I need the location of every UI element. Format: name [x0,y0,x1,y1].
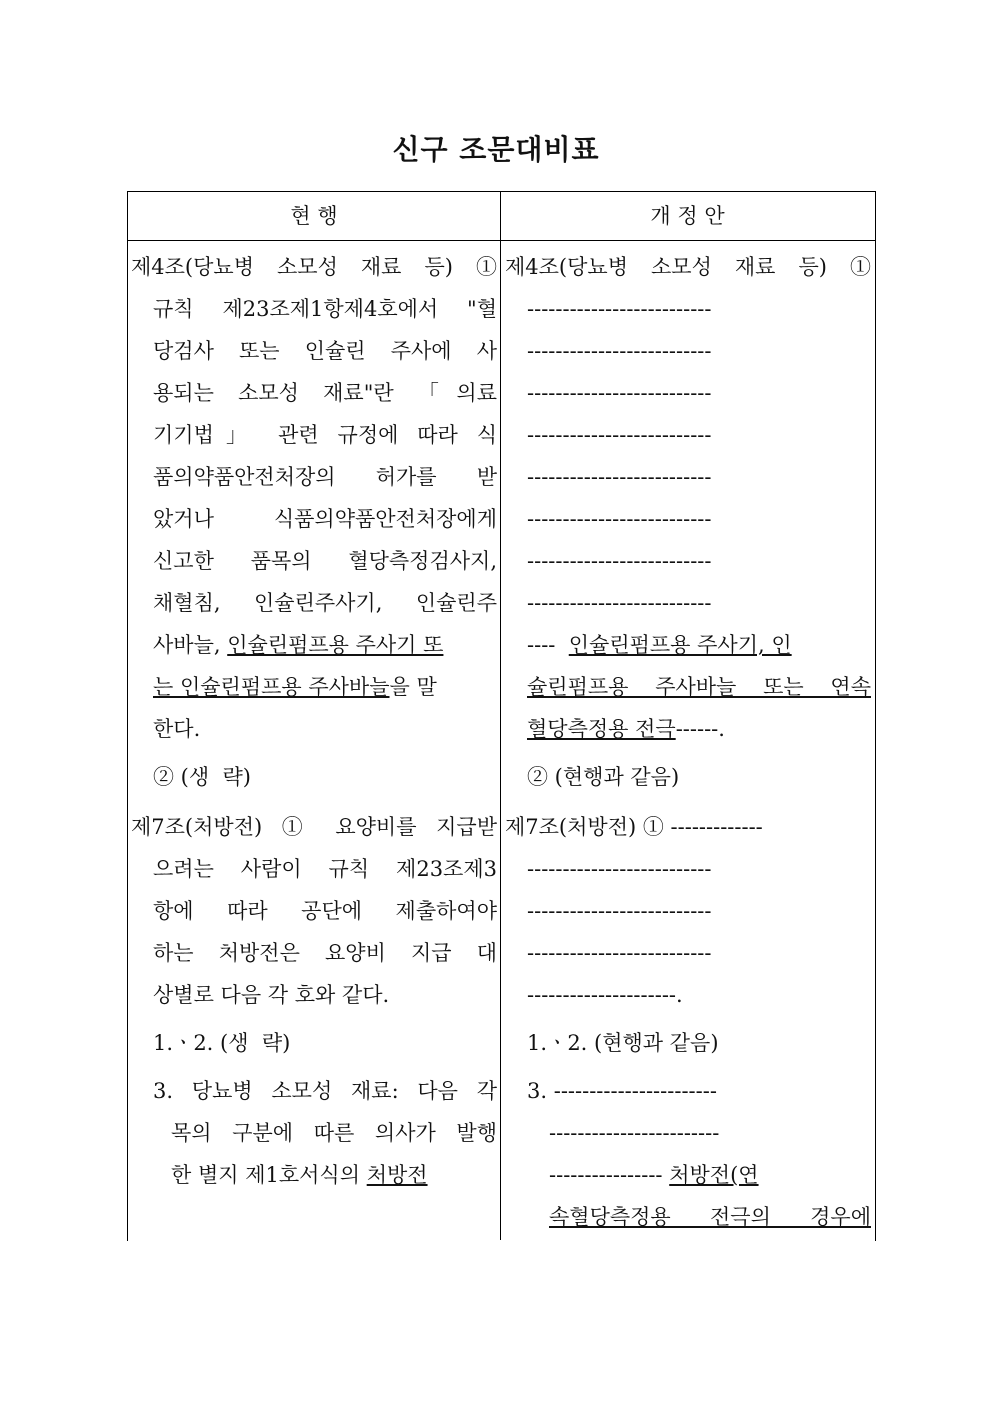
art7-amend-dash-line: -------------------------- [527,941,712,965]
art4-current-line: 용되는 소모성 재료"란 「의료 [153,381,497,405]
art4-amend-dash-line: -------------------------- [527,297,712,321]
text-run: 을 말 [389,675,437,699]
text-run: ------. [675,717,725,741]
art4-current-line [153,630,497,660]
art7-current-line: 하는 처방전은 요양비 지급 대 [153,941,497,965]
art7-amend-item12: 1.ㆍ2. (현행과 같음) [527,1031,719,1055]
art7-amend-item3 [527,1076,871,1106]
document-title: 신구 조문대비표 [392,133,600,166]
art7-current-item12: 1.ㆍ2. (생 략) [153,1031,291,1055]
art4-current-line [153,672,497,702]
underlined-text: 인슐린펌프용 주사기 또 [227,633,444,657]
text-run: 3. [527,1079,554,1103]
art7-current-item3: 3. 당뇨병 소모성 재료: 다음 각 [153,1079,497,1103]
art4-amend-dash-line: -------------------------- [527,507,712,531]
dash-run: ----------------------- [553,1079,717,1103]
art4-amend-dash-line: -------------------------- [527,549,712,573]
art4-current-line: 규칙 제23조제1항제4호에서 "혈 [153,297,497,321]
art4-current-line: 신고한 품목의 혈당측정검사지, [153,549,497,573]
column-divider [500,191,501,1240]
art7-amend-dash-line: ---------------------. [527,983,683,1007]
art7-current-line: 상별로 다음 각 호와 같다. [153,983,390,1007]
art4-current-line: 채혈침, 인슐린주사기, 인슐린주 [153,591,497,615]
art7-current-line: 제7조(처방전) ① 요양비를 지급받 [131,815,497,839]
art7-amend-item3: ------------------------ [549,1121,720,1145]
art4-amend-dash-line: -------------------------- [527,423,712,447]
underlined-text: 는 인슐린펌프용 주사바늘 [153,675,390,699]
art4-current-line: 품의약품안전처장의 허가를 받 [153,465,497,489]
art4-amend-item2: ② (현행과 같음) [527,765,680,789]
art7-amend-dash-line: -------------------------- [527,857,712,881]
underlined-text: 혈당측정용 전극 [527,717,676,741]
art7-amend-item3: 속혈당측정용 전극의 경우에 [549,1205,871,1229]
art4-amend-dash-line: -------------------------- [527,381,712,405]
dash-run: ------------- [670,815,763,839]
art4-amend-dash-line: -------------------------- [527,465,712,489]
art4-amend-line: 슐린펌프용 주사바늘 또는 연속 [527,675,871,699]
art4-current-line: 당검사 또는 인슐린 주사에 사 [153,339,497,363]
art4-current-line: 제4조(당뇨병 소모성 재료 등) ① [131,255,497,279]
underlined-text: 인슐린펌프용 주사기, 인 [568,633,792,657]
art4-amend-line: 제4조(당뇨병 소모성 재료 등) ① [505,255,871,279]
underlined-text: 처방전 [366,1163,428,1187]
text-run: 제7조(처방전) ① [505,815,671,839]
art7-current-line: 으려는 사람이 규칙 제23조제3 [153,857,497,881]
art7-current-item3 [171,1160,497,1190]
art7-amend-line [505,812,871,842]
header-divider [127,240,875,241]
art7-current-line: 항에 따라 공단에 제출하여야 [153,899,497,923]
header-current: 현 행 [290,204,338,228]
art4-current-item2: ② (생 략) [153,765,251,789]
art7-amend-dash-line: -------------------------- [527,899,712,923]
underlined-text: 처방전(연 [669,1163,759,1187]
art4-amend-line [527,630,871,660]
art7-current-item3: 목의 구분에 따른 의사가 발행 [171,1121,497,1145]
header-amendment: 개 정 안 [650,204,725,228]
art4-amend-dash-line: -------------------------- [527,339,712,363]
art4-current-line: 기기법」 관련 규정에 따라 식 [153,423,497,447]
art7-amend-item3 [549,1160,871,1190]
art4-current-line: 았거나 식품의약품안전처장에게 [153,507,497,531]
text-run: ---- [527,633,563,657]
art4-amend-line [527,714,871,744]
dash-run: ---------------- [549,1163,670,1187]
text-run: 사바늘, [153,633,228,657]
art4-current-line: 한다. [153,717,201,741]
text-run: 한 별지 제1호서식의 [171,1163,367,1187]
art4-amend-dash-line: -------------------------- [527,591,712,615]
